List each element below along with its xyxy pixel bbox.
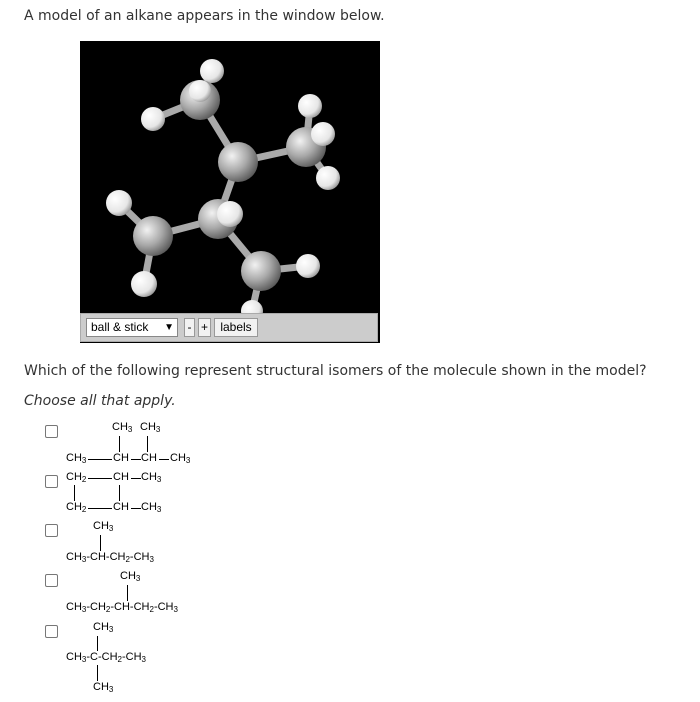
formula-group: $CH_3$ (93, 681, 114, 694)
bond-line (127, 585, 128, 601)
viewer-toolbar (80, 313, 378, 342)
formula-group: $CH_3-CH-CH_2-CH_3$ (66, 551, 154, 564)
formula-group: $CH_3$ (93, 621, 114, 634)
bond-line (74, 485, 75, 501)
formula-group: $CH_3$ (120, 570, 141, 583)
bond-line (159, 459, 169, 460)
bond-line (100, 535, 101, 551)
option-5-checkbox[interactable] (45, 625, 58, 638)
intro-text: A model of an alkane appears in the window below. (24, 8, 385, 24)
bond-line (88, 478, 112, 479)
question-text: Which of the following represent structural isomers of the molecule shown in the model? (24, 363, 647, 379)
hydrogen-atom (311, 122, 335, 146)
hydrogen-atom (141, 107, 165, 131)
formula-group: $CH_3$ (112, 421, 133, 434)
carbon-atom (218, 142, 258, 182)
formula-group: $CH_3$ (170, 452, 191, 465)
hydrogen-atom (241, 300, 263, 313)
carbon-atom (241, 251, 281, 291)
bond-line (131, 478, 141, 479)
labels-button[interactable]: labels (214, 318, 258, 337)
bond-line (97, 636, 98, 651)
bond-line (119, 485, 120, 501)
hydrogen-atom (189, 80, 211, 102)
option-2-checkbox[interactable] (45, 475, 58, 488)
zoom-in-button[interactable]: + (198, 318, 211, 337)
formula-group: $CH_3$ (140, 421, 161, 434)
hydrogen-atom (296, 254, 320, 278)
molecule-viewer[interactable] (80, 41, 380, 343)
instruction-text: Choose all that apply. (24, 393, 176, 409)
formula-group: $CH_3$ (93, 520, 114, 533)
hydrogen-atom (316, 166, 340, 190)
option-1-checkbox[interactable] (45, 425, 58, 438)
hydrogen-atom (106, 190, 132, 216)
display-mode-select[interactable] (86, 318, 178, 337)
molecule-model[interactable] (80, 41, 380, 313)
atoms (106, 59, 340, 313)
option-4-checkbox[interactable] (45, 574, 58, 587)
bond-line (147, 436, 148, 452)
formula-group: CH (141, 452, 157, 464)
formula-group: $CH_3$ (141, 501, 162, 514)
hydrogen-atom (298, 94, 322, 118)
formula-group: CH (113, 471, 129, 483)
bond-line (131, 459, 141, 460)
hydrogen-atom (131, 271, 157, 297)
hydrogen-atom (217, 201, 243, 227)
formula-group: $CH_2$ (66, 471, 87, 484)
option-3-checkbox[interactable] (45, 524, 58, 537)
formula-group: $CH_3$ (141, 471, 162, 484)
formula-group: $CH_3-C-CH_2-CH_3$ (66, 651, 146, 664)
formula-group: $CH_3-CH_2-CH-CH_2-CH_3$ (66, 601, 178, 614)
formula-group: $CH_3$ (66, 452, 87, 465)
bond-line (88, 508, 112, 509)
bond-line (88, 459, 112, 460)
formula-group: CH (113, 501, 129, 513)
bond-line (97, 665, 98, 681)
hydrogen-atom (200, 59, 224, 83)
display-mode-value: ball & stick (91, 320, 149, 334)
chevron-down-icon: ▼ (164, 322, 174, 333)
formula-group: $CH_2$ (66, 501, 87, 514)
bond-line (119, 436, 120, 452)
bond-line (131, 508, 141, 509)
zoom-out-button[interactable]: - (184, 318, 195, 337)
formula-group: CH (113, 452, 129, 464)
carbon-atom (133, 216, 173, 256)
